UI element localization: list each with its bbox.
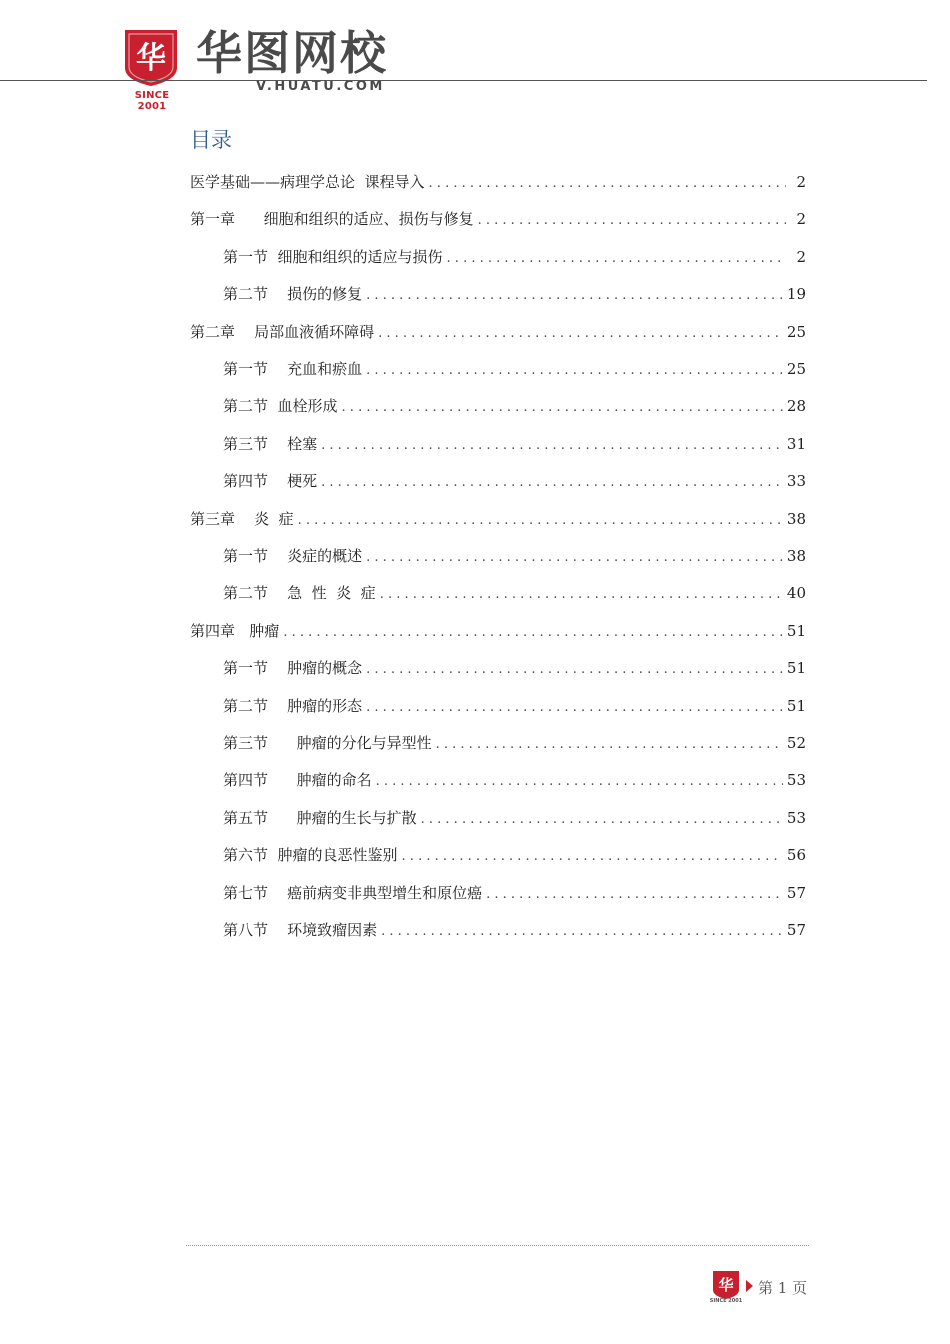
- toc-entry-label: 第二节 肿瘤的形态: [223, 696, 363, 715]
- toc-entry-page: 51: [786, 621, 806, 640]
- toc-entry-page: 2: [796, 173, 806, 191]
- toc-title: 目录: [190, 128, 232, 152]
- toc-entry-page: 51: [786, 696, 806, 715]
- toc-entry-label: 第四章 肿瘤: [190, 621, 280, 640]
- toc-entry-page: 38: [786, 547, 806, 565]
- toc-entry-label: 第三节 肿瘤的分化与异型性: [223, 734, 432, 752]
- toc-dot-leader: [429, 176, 786, 191]
- toc-dot-leader: [378, 326, 783, 341]
- toc-entry-page: 52: [786, 734, 806, 752]
- toc-section-entry[interactable]: [223, 882, 806, 919]
- toc-dot-leader: [366, 662, 783, 677]
- huatu-logo-icon: [121, 28, 181, 88]
- toc-entry-label: 第二节 血栓形成: [223, 397, 338, 416]
- toc-dot-leader: [321, 438, 783, 453]
- toc-section-entry[interactable]: [223, 582, 806, 619]
- toc-entry-page: 25: [786, 322, 806, 341]
- toc-entry-label: 第五节 肿瘤的生长与扩散: [223, 808, 417, 827]
- toc-section-entry[interactable]: [223, 470, 806, 507]
- toc-section-entry[interactable]: [223, 545, 806, 582]
- toc-section-entry[interactable]: [223, 732, 806, 769]
- toc-entry-label: 第八节 环境致瘤因素: [223, 921, 378, 939]
- toc-entry-label: 第三节 栓塞: [223, 434, 318, 453]
- toc-dot-leader: [342, 400, 783, 415]
- toc-entry-label: 医学基础——病理学总论 课程导入: [190, 173, 425, 191]
- since-label: SINCE 2001: [134, 90, 170, 112]
- toc-dot-leader: [376, 774, 783, 789]
- toc-entry-page: 57: [786, 921, 806, 939]
- toc-dot-leader: [298, 513, 783, 528]
- toc-section-entry[interactable]: [223, 919, 806, 956]
- toc-chapter-entry[interactable]: [190, 321, 806, 358]
- toc-entry-page: 56: [786, 846, 806, 865]
- logo-mark-text: 华: [136, 41, 166, 76]
- toc-dot-leader: [321, 475, 783, 490]
- toc-dot-leader: [447, 251, 786, 266]
- toc-section-entry[interactable]: [223, 433, 806, 470]
- toc-section-entry[interactable]: [223, 246, 806, 283]
- toc-entry-label: 第二节 急 性 炎 症: [223, 584, 376, 603]
- toc-entry-label: 第一节 细胞和组织的适应与损伤: [223, 247, 443, 266]
- toc-section-entry[interactable]: [223, 844, 806, 881]
- toc-entry-label: 第一节 肿瘤的概念: [223, 659, 363, 678]
- toc-dot-leader: [486, 887, 783, 902]
- toc-entry-label: 第四节 梗死: [223, 472, 318, 491]
- footer-logo-mark-text: 华: [718, 1276, 734, 1294]
- toc-entry-page: 51: [786, 659, 806, 678]
- toc-chapter-entry[interactable]: [190, 508, 806, 545]
- toc-entry-label: 第二章 局部血液循环障碍: [190, 322, 375, 341]
- toc-dot-leader: [421, 812, 783, 827]
- toc-section-entry[interactable]: [223, 657, 806, 694]
- toc-dot-leader: [366, 550, 783, 565]
- brand-url: V.HUATU.COM: [256, 79, 385, 94]
- toc-entry-label: 第一节 炎症的概述: [223, 547, 363, 565]
- toc-entry-page: 2: [796, 210, 806, 229]
- toc-entry-label: 第七节 癌前病变非典型增生和原位癌: [223, 883, 483, 902]
- toc-entry-page: 25: [786, 360, 806, 378]
- toc-section-entry[interactable]: [223, 358, 806, 395]
- toc-entry-page: 28: [786, 397, 806, 416]
- toc-chapter-entry[interactable]: [190, 208, 806, 245]
- toc-entry-label: 第四节 肿瘤的命名: [223, 771, 372, 790]
- toc-section-entry[interactable]: [223, 695, 806, 732]
- toc-dot-leader: [402, 849, 783, 864]
- toc-entry-page: 57: [786, 883, 806, 902]
- footer-divider: [186, 1245, 809, 1246]
- toc-entry-page: 31: [786, 434, 806, 453]
- toc-entry-page: 38: [786, 509, 806, 528]
- toc-section-entry[interactable]: [223, 807, 806, 844]
- footer-arrow-icon: [746, 1280, 753, 1292]
- toc-dot-leader: [366, 700, 783, 715]
- toc-dot-leader: [381, 924, 783, 939]
- toc-section-entry[interactable]: [223, 769, 806, 806]
- toc-entry-page: 53: [786, 808, 806, 827]
- page-number: 第 1 页: [758, 1279, 808, 1297]
- toc-entry-label: 第二节 损伤的修复: [223, 285, 363, 304]
- toc-dot-leader: [478, 213, 786, 228]
- toc-entry-label: 第一节 充血和瘀血: [223, 360, 363, 378]
- toc-entry-page: 19: [786, 285, 806, 304]
- footer-since-label: SINCE 2001: [709, 1298, 743, 1304]
- toc-entry-label: 第六节 肿瘤的良恶性鉴别: [223, 846, 398, 865]
- toc-entry-page: 2: [796, 247, 806, 266]
- toc-entry-page: 40: [786, 584, 806, 603]
- toc-dot-leader: [380, 587, 783, 602]
- toc-entry-label: 第一章 细胞和组织的适应、损伤与修复: [190, 210, 474, 229]
- toc-section-entry[interactable]: [223, 283, 806, 320]
- page-header: [0, 0, 950, 110]
- toc-entry-label: 第三章 炎 症: [190, 509, 294, 528]
- header-divider: [0, 80, 927, 81]
- toc-dot-leader: [436, 737, 783, 752]
- footer-logo-icon: [711, 1270, 741, 1300]
- toc-chapter-entry[interactable]: [190, 171, 806, 208]
- toc-section-entry[interactable]: [223, 395, 806, 432]
- toc-chapter-entry[interactable]: [190, 620, 806, 657]
- toc-entry-page: 53: [786, 771, 806, 790]
- brand-name: 华图网校: [196, 26, 388, 80]
- toc-dot-leader: [366, 363, 783, 378]
- toc-dot-leader: [366, 288, 783, 303]
- toc-entry-page: 33: [786, 472, 806, 491]
- toc-dot-leader: [283, 625, 783, 640]
